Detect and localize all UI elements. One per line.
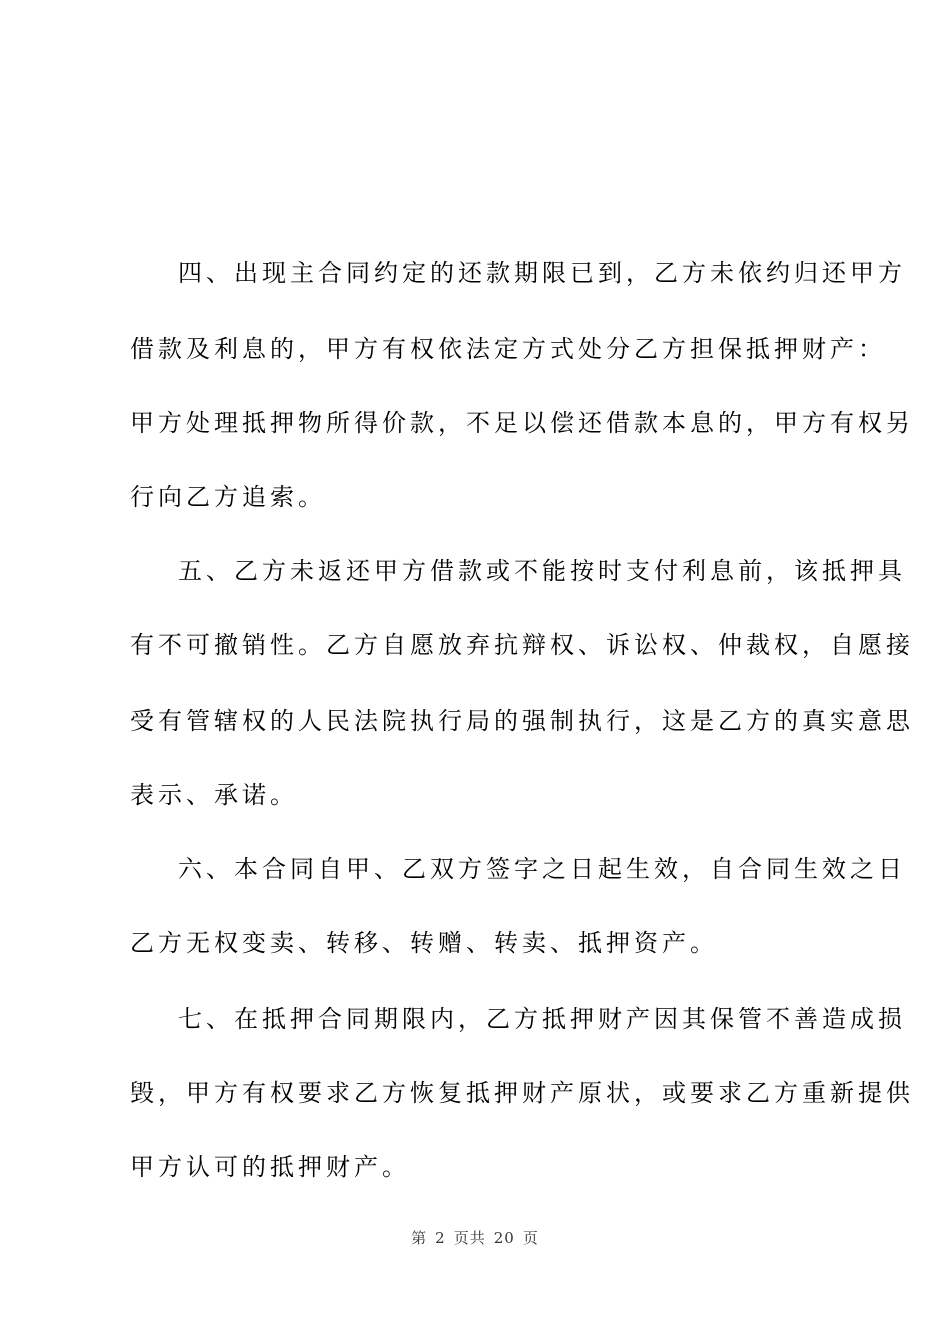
paragraph-6-line-2: 乙方无权变卖、转移、转赠、转卖、抵押资产。 <box>130 929 718 957</box>
footer-suffix: 页 <box>522 1229 539 1247</box>
footer-total-pages: 20 <box>493 1229 515 1247</box>
paragraph-4-line-4: 行向乙方追索。 <box>130 483 326 511</box>
footer-middle: 页共 <box>453 1229 486 1247</box>
paragraph-5-line-3: 受有管辖权的人民法院执行局的强制执行，这是乙方的真实意思 <box>130 707 914 735</box>
paragraph-4-line-3: 甲方处理抵押物所得价款，不足以偿还借款本息的，甲方有权另 <box>130 409 914 437</box>
paragraph-7-line-1: 七、在抵押合同期限内，乙方抵押财产因其保管不善造成损 <box>178 1005 906 1033</box>
footer-current-page: 2 <box>435 1229 446 1247</box>
paragraph-4-line-2: 借款及利息的，甲方有权依法定方式处分乙方担保抵押财产： <box>130 335 886 363</box>
paragraph-4-line-1: 四、出现主合同约定的还款期限已到，乙方未依约归还甲方 <box>178 259 906 287</box>
paragraph-5-line-1: 五、乙方未返还甲方借款或不能按时支付利息前，该抵押具 <box>178 557 906 585</box>
paragraph-6-line-1: 六、本合同自甲、乙双方签字之日起生效，自合同生效之日 <box>178 855 906 883</box>
paragraph-7-line-3: 甲方认可的抵押财产。 <box>130 1153 410 1181</box>
paragraph-5-line-2: 有不可撤销性。乙方自愿放弃抗辩权、诉讼权、仲裁权，自愿接 <box>130 631 914 659</box>
paragraph-5-line-4: 表示、承诺。 <box>130 781 298 809</box>
paragraph-7-line-2: 毁，甲方有权要求乙方恢复抵押财产原状，或要求乙方重新提供 <box>130 1079 914 1107</box>
footer-prefix: 第 <box>411 1229 428 1247</box>
page-footer <box>0 1228 950 1248</box>
